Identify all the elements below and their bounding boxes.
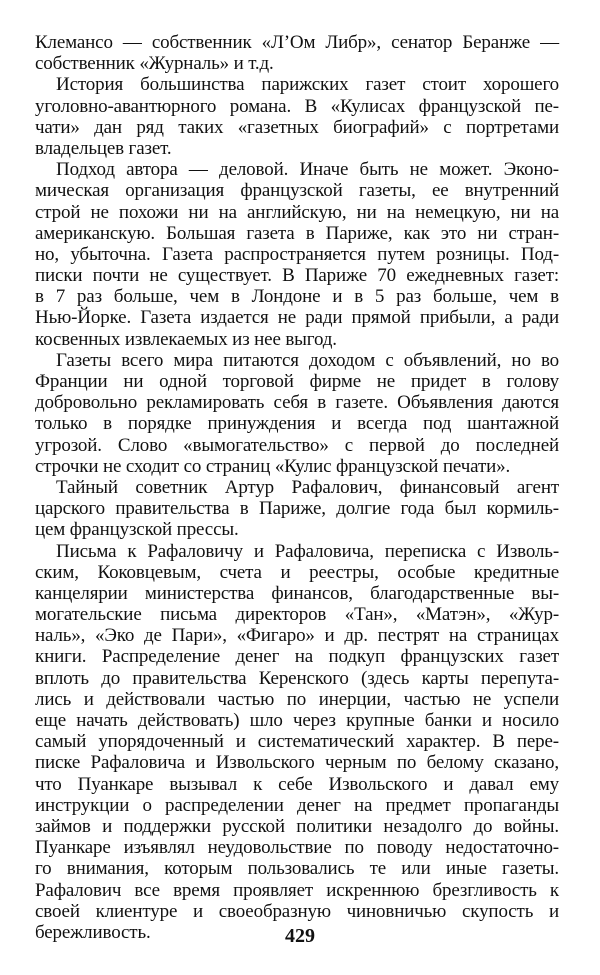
text-line: бережливость. — [35, 921, 151, 943]
text-line: Тайный советник Артур Рафалович, финансовый агент — [56, 476, 559, 498]
text-line: мическая организация французской газеты, ее внутренний — [35, 180, 559, 202]
text-line: книги. Распределение денег на подкуп французских газет — [35, 646, 559, 668]
text-line: ским, Коковцевым, счета и реестры, особые кредитные — [35, 561, 559, 583]
text-line: угрозой. Слово «вымогательство» с первой до последней — [35, 434, 559, 456]
text-line: могательские письма директоров «Тан», «Матэн», «Жур- — [35, 604, 559, 626]
text-line: Газеты всего мира питаются доходом с объявлений, но во — [56, 349, 559, 371]
text-line: займов и поддержки русской политики незадолго до войны. — [35, 815, 559, 837]
text-line: вплоть до правительства Керенского (здесь карты перепута- — [35, 667, 559, 689]
text-line: косвенных извлекаемых из нее выгод. — [35, 328, 337, 350]
page-text-body — [35, 32, 559, 943]
text-line: Пуанкаре изъявлял неудовольствие по поводу недостаточно- — [35, 837, 559, 859]
text-line: американскую. Большая газета в Париже, как это ни стран- — [35, 222, 559, 244]
text-line: чати» дан ряд таких «газетных биографий» с портретами — [35, 116, 559, 138]
text-line: История большинства парижских газет стоит хорошего — [56, 74, 559, 96]
text-line: писки почти не существует. В Париже 70 ежедневных газет: — [35, 265, 559, 287]
text-line: Клемансо — собственник «Л’Ом Либр», сенатор Беранже — — [35, 32, 559, 53]
text-line: писке Рафаловича и Извольского черным по белому сказано, — [35, 752, 559, 774]
text-line: Нью-Йорке. Газета издается не ради прямой прибыли, а ради — [35, 307, 559, 329]
text-line: Подход автора — деловой. Иначе быть не может. Эконо- — [56, 159, 559, 181]
text-line: лись и действовали частью по инерции, частью не успели — [35, 688, 559, 710]
text-line: го внимания, которым пользовались те или иные газеты. — [35, 858, 559, 880]
text-line: что Пуанкаре вызывал к себе Извольского и давал ему — [35, 773, 559, 795]
text-line: канцелярии министерства финансов, благодарственные вы- — [35, 582, 559, 604]
text-line: добровольно рекламировать себя в газете. Объявления даются — [35, 392, 559, 414]
text-line: своей клиентуре и своеобразную чиновничью скупость и — [35, 900, 559, 922]
text-line: наль», «Эко де Пари», «Фигаро» и др. пестрят на страницах — [35, 625, 559, 647]
text-line: владельцев газет. — [35, 137, 172, 159]
text-line: только в порядке принуждения и всегда под шантажной — [35, 413, 559, 435]
text-line: инструкции о распределении денег на предмет пропаганды — [35, 794, 559, 816]
text-line: собственник «Журналь» и т.д. — [35, 53, 274, 75]
text-line: строчки не сходит со страниц «Кулис французской печати». — [35, 455, 511, 477]
text-line: в 7 раз больше, чем в Лондоне и в 5 раз больше, чем в — [35, 286, 559, 308]
text-line: Письма к Рафаловичу и Рафаловича, переписка с Изволь- — [56, 540, 559, 562]
text-line: самый упорядоченный и систематический характер. В пере- — [35, 731, 559, 753]
text-line: еще начать действовать) шло через крупные банки и носило — [35, 710, 559, 731]
text-line: но, убыточна. Газета распространяется путем розницы. Под- — [35, 243, 559, 265]
page-number: 429 — [285, 925, 315, 947]
text-line: Франции ни одной торговой фирме не придет в голову — [35, 371, 559, 392]
text-line: царского правительства в Париже, долгие года был кормиль- — [35, 498, 559, 520]
text-line: уголовно-авантюрного романа. В «Кулисах французской пе- — [35, 95, 559, 117]
text-line: строй не похожи ни на английскую, ни на немецкую, ни на — [35, 201, 559, 223]
text-line: Рафалович все время проявляет искреннюю брезгливость к — [35, 879, 559, 901]
text-line: цем французской прессы. — [35, 519, 239, 541]
